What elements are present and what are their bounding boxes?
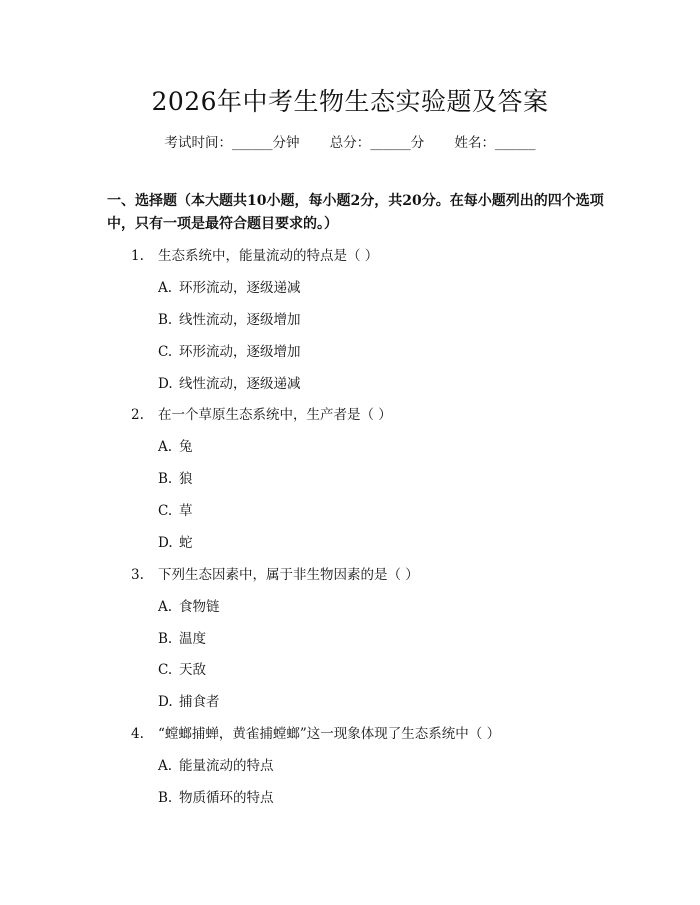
question-1-option-a xyxy=(158,276,301,296)
question-text: “螳螂捕蝉，黄雀捕螳螂”这一现象体现了生态系统中（ ） xyxy=(158,726,501,742)
section-heading: 一、选择题（本大题共10小题，每小题2分，共20分。在每小题列出的四个选项中，只有一项是最符合题目要求的。） xyxy=(107,193,604,232)
option-text: 蛇 xyxy=(179,535,193,551)
exam-time-field: 考试时间：______分钟 xyxy=(164,135,300,151)
question-text: 在一个草原生态系统中，生产者是（ ） xyxy=(158,407,392,423)
option-text: 天敌 xyxy=(179,662,206,678)
page-title: 2026年中考生物生态实验题及答案 xyxy=(151,87,549,116)
option-letter: A. xyxy=(158,758,173,774)
option-letter: C. xyxy=(158,344,173,360)
option-letter: A. xyxy=(158,599,173,615)
option-letter: C. xyxy=(158,662,173,678)
question-3 xyxy=(131,563,419,583)
option-letter: B. xyxy=(158,790,173,806)
question-4 xyxy=(131,722,500,742)
question-text: 生态系统中，能量流动的特点是（ ） xyxy=(158,248,379,264)
question-number: 4. xyxy=(131,726,144,742)
question-1-option-d xyxy=(158,372,301,392)
question-4-option-a xyxy=(158,754,274,774)
option-text: 温度 xyxy=(179,631,206,647)
option-letter: B. xyxy=(158,312,173,328)
question-2-option-b xyxy=(158,467,193,487)
question-1-option-c xyxy=(158,340,301,360)
total-score-field: 总分：______分 xyxy=(329,135,425,151)
option-letter: A. xyxy=(158,439,173,455)
question-3-option-d xyxy=(158,690,220,710)
question-3-option-b xyxy=(158,627,206,647)
exam-meta xyxy=(0,131,700,151)
question-2 xyxy=(131,403,392,423)
option-letter: A. xyxy=(158,280,173,296)
option-text: 食物链 xyxy=(179,599,220,615)
question-1 xyxy=(131,244,378,264)
question-1-option-b xyxy=(158,308,301,328)
option-text: 捕食者 xyxy=(179,694,220,710)
student-name-field: 姓名：______ xyxy=(454,135,536,151)
option-letter: D. xyxy=(158,694,173,710)
question-3-option-c xyxy=(158,658,206,678)
option-text: 物质循环的特点 xyxy=(179,790,274,806)
option-text: 环形流动，逐级增加 xyxy=(179,344,301,360)
option-letter: C. xyxy=(158,503,173,519)
question-2-option-c xyxy=(158,499,193,519)
question-number: 3. xyxy=(131,567,144,583)
option-text: 线性流动，逐级增加 xyxy=(179,312,301,328)
option-letter: D. xyxy=(158,376,173,392)
option-text: 能量流动的特点 xyxy=(179,758,274,774)
question-number: 1. xyxy=(131,248,144,264)
option-text: 狼 xyxy=(179,471,193,487)
option-text: 草 xyxy=(179,503,193,519)
question-number: 2. xyxy=(131,407,144,423)
question-text: 下列生态因素中，属于非生物因素的是（ ） xyxy=(158,567,419,583)
question-2-option-d xyxy=(158,531,193,551)
option-letter: B. xyxy=(158,631,173,647)
question-3-option-a xyxy=(158,595,220,615)
option-text: 兔 xyxy=(179,439,193,455)
option-letter: D. xyxy=(158,535,173,551)
question-4-option-b xyxy=(158,786,274,806)
question-2-option-a xyxy=(158,435,193,455)
option-text: 环形流动，逐级递减 xyxy=(179,280,301,296)
option-text: 线性流动，逐级递减 xyxy=(179,376,301,392)
option-letter: B. xyxy=(158,471,173,487)
